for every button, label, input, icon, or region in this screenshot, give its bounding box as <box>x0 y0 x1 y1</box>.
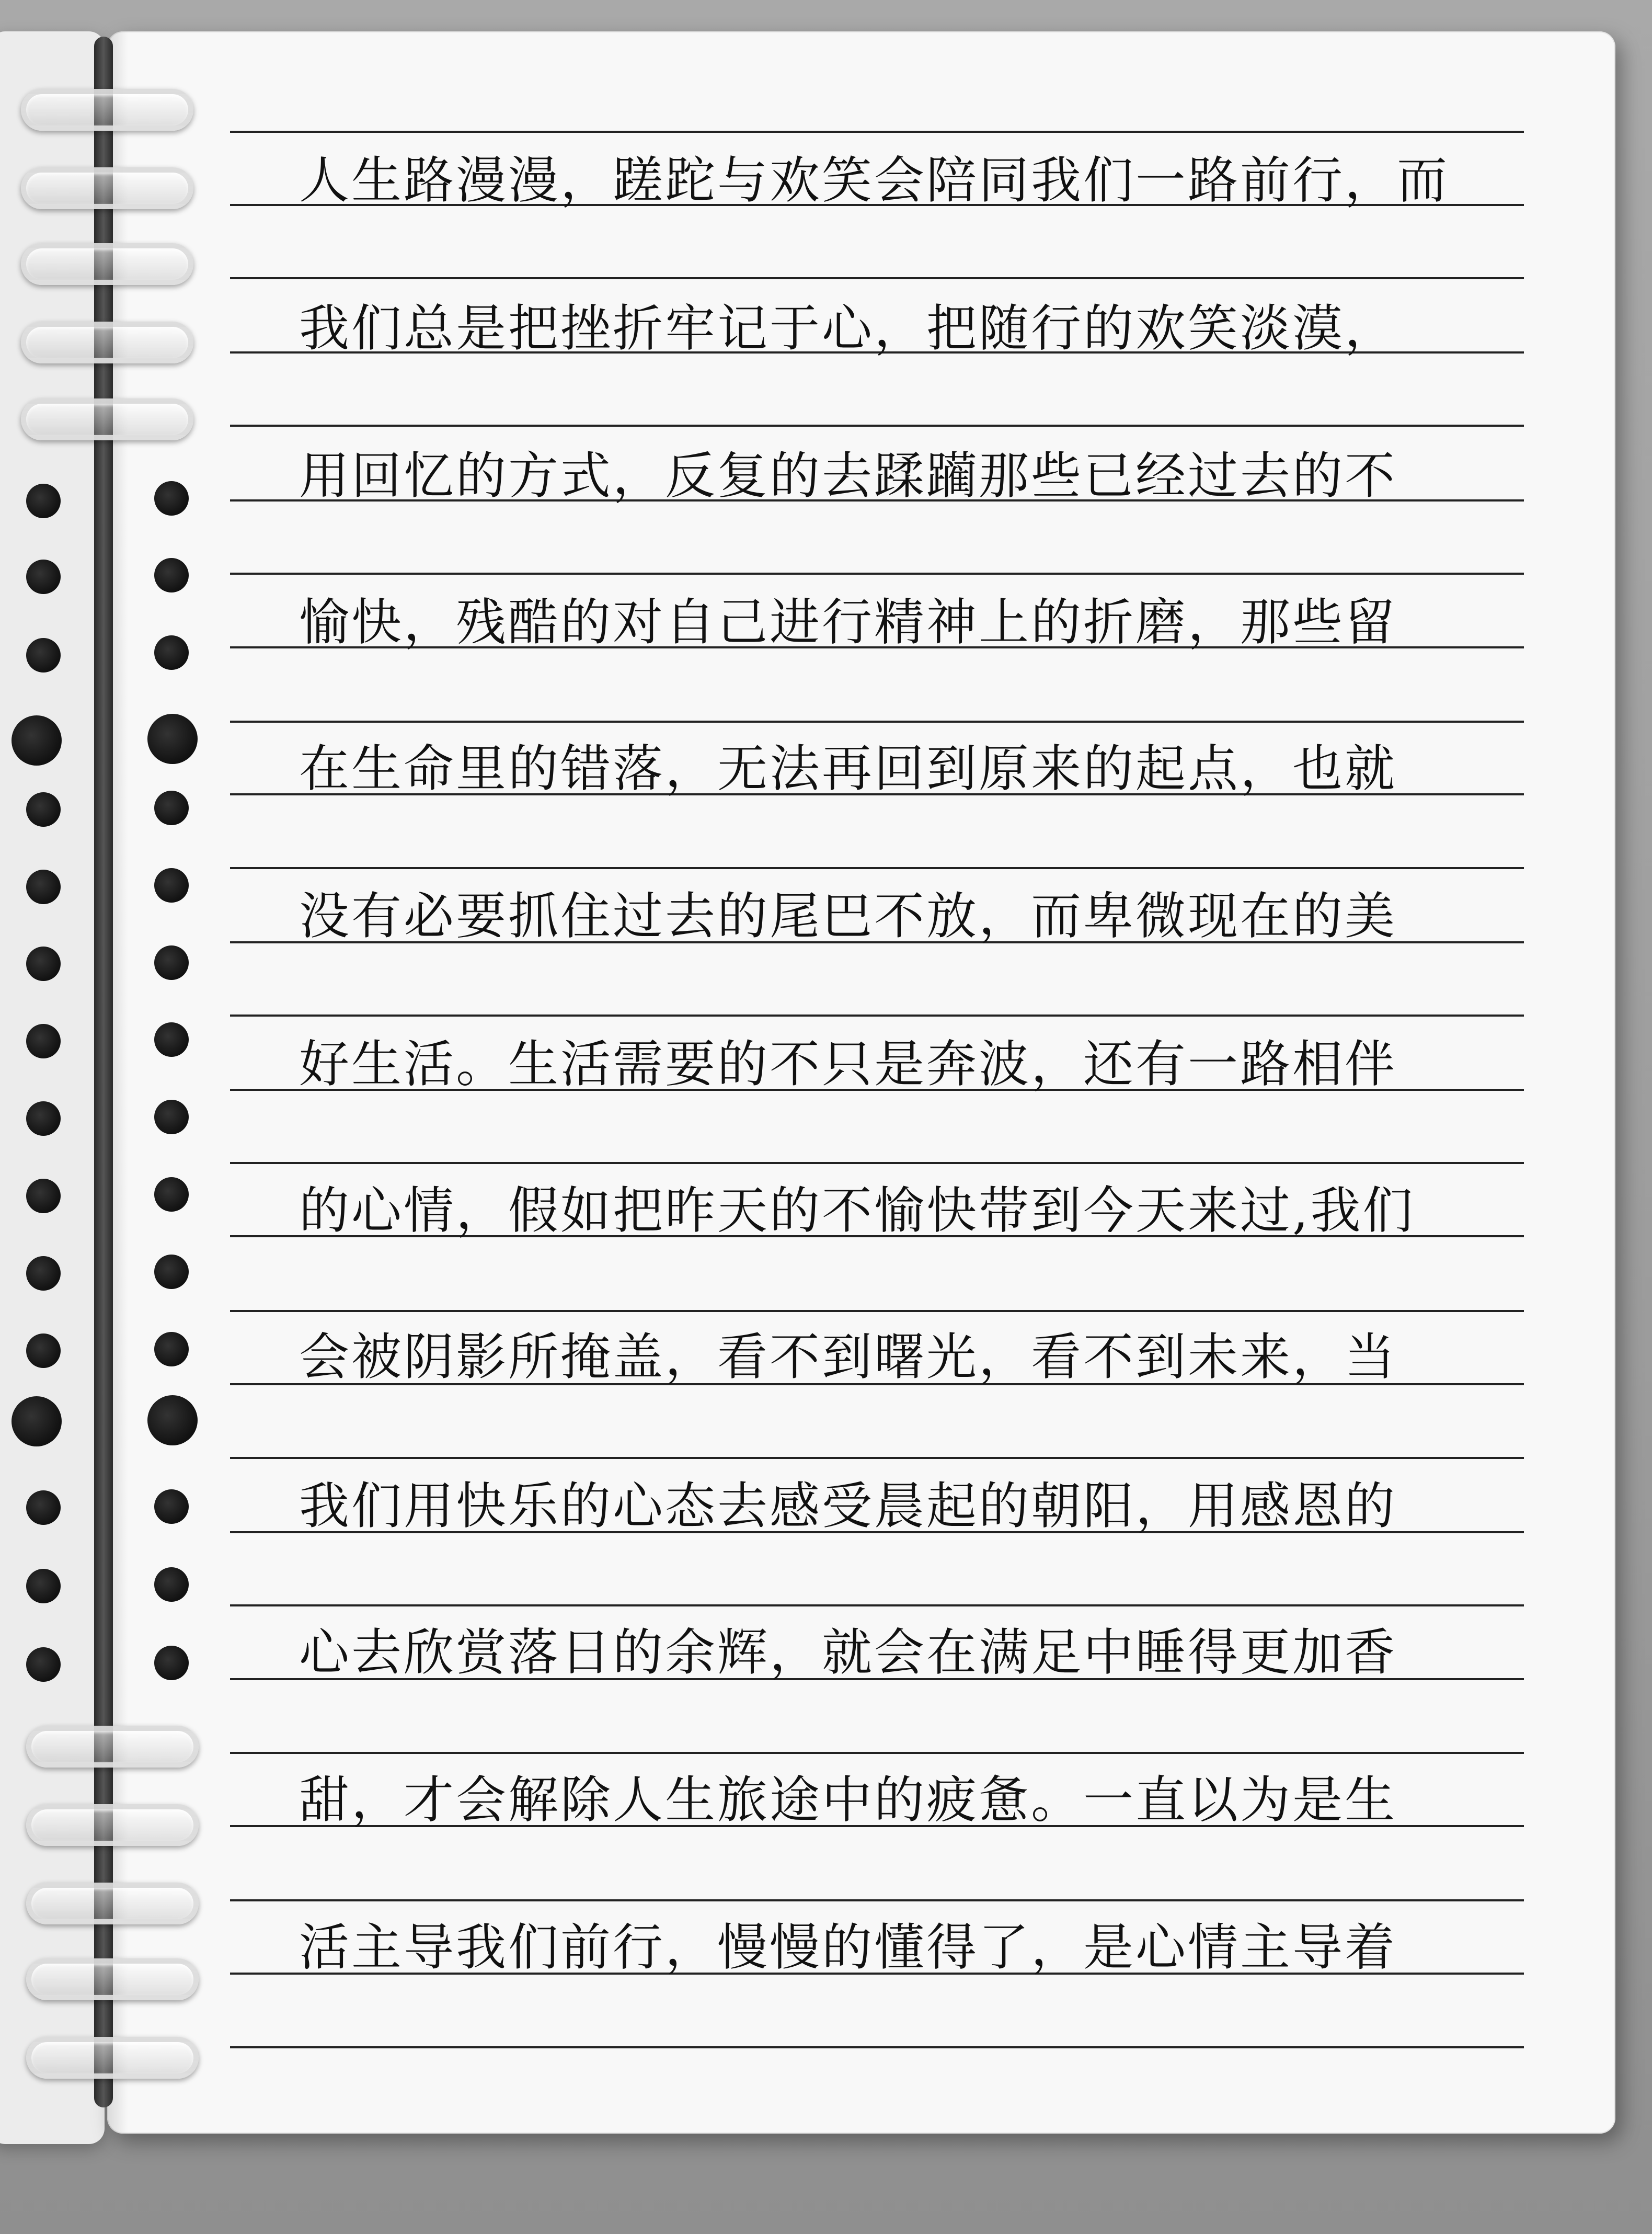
ruled-line <box>230 867 1524 869</box>
binding-hole <box>26 1490 61 1525</box>
binding-hole <box>154 1100 189 1134</box>
binding-hole <box>154 481 189 516</box>
ruled-line <box>230 2046 1524 2048</box>
binding-hole <box>154 1022 189 1057</box>
ruled-line <box>230 131 1524 133</box>
binding-hole <box>12 1396 62 1446</box>
binding-ring <box>21 322 193 363</box>
binding-hole <box>147 1395 198 1445</box>
ruled-line <box>230 1015 1524 1017</box>
binding-hole <box>26 947 61 981</box>
ruled-line <box>230 721 1524 723</box>
handwritten-line: 甜，才会解除人生旅途中的疲惫。一直以为是生 <box>299 1771 1397 1829</box>
binding-hole <box>26 638 61 673</box>
binding-ring <box>26 1726 199 1768</box>
binding-ring <box>21 167 193 209</box>
handwritten-line: 好生活。生活需要的不只是奔波，还有一路相伴 <box>299 1035 1397 1093</box>
binding-ring <box>26 1958 199 2000</box>
binding-hole <box>26 560 61 594</box>
handwritten-line: 活主导我们前行，慢慢的懂得了，是心情主导着 <box>299 1918 1397 1977</box>
handwritten-line: 的心情，假如把昨天的不愉快带到今天来过,我们 <box>299 1181 1415 1240</box>
binding-hole <box>12 715 62 766</box>
ruled-line <box>230 1457 1524 1459</box>
binding-hole <box>154 1177 189 1212</box>
binding-hole <box>154 635 189 670</box>
binding-hole <box>26 1333 61 1368</box>
binding-ring <box>26 2037 199 2079</box>
ruled-line <box>230 573 1524 575</box>
binding-hole <box>154 1332 189 1366</box>
ruled-line <box>230 425 1524 427</box>
handwritten-line: 愉快，残酷的对自己进行精神上的折磨，那些留 <box>299 593 1397 652</box>
binding-hole <box>26 1569 61 1603</box>
binding-hole <box>154 558 189 592</box>
binding-ring <box>21 243 193 285</box>
ruled-line <box>230 1310 1524 1312</box>
handwritten-line: 人生路漫漫，蹉跎与欢笑会陪同我们一路前行，而 <box>299 151 1449 210</box>
binding-hole <box>147 714 198 764</box>
ruled-line <box>230 1752 1524 1754</box>
binding-hole <box>154 791 189 825</box>
binding-ring <box>21 398 193 440</box>
ruled-line <box>230 1162 1524 1164</box>
binding-hole <box>26 1101 61 1136</box>
handwritten-line: 我们用快乐的心态去感受晨起的朝阳，用感恩的 <box>299 1477 1397 1535</box>
handwritten-line: 心去欣赏落日的余辉，就会在满足中睡得更加香 <box>299 1623 1397 1682</box>
ruled-line <box>230 1604 1524 1606</box>
binding-ring <box>26 1883 199 1924</box>
binding-hole <box>154 945 189 980</box>
ruled-line <box>230 1899 1524 1901</box>
binding-hole <box>26 870 61 904</box>
binding-hole <box>154 1646 189 1680</box>
binding-hole <box>154 1255 189 1289</box>
binding-hole <box>26 792 61 827</box>
binding-hole <box>154 868 189 903</box>
ruled-line <box>230 277 1524 279</box>
handwritten-line: 没有必要抓住过去的尾巴不放，而卑微现在的美 <box>299 887 1397 945</box>
binding-hole <box>26 1647 61 1682</box>
handwritten-line: 在生命里的错落，无法再回到原来的起点，也就 <box>299 739 1397 798</box>
handwritten-line: 会被阴影所掩盖，看不到曙光，看不到未来，当 <box>299 1328 1397 1386</box>
binding-ring <box>26 1804 199 1846</box>
binding-hole <box>26 1024 61 1058</box>
handwritten-line: 我们总是把挫折牢记于心，把随行的欢笑淡漠， <box>299 299 1397 358</box>
binding-hole <box>154 1489 189 1524</box>
handwritten-line: 用回忆的方式，反复的去蹂躏那些已经过去的不 <box>299 447 1397 505</box>
binding-hole <box>26 484 61 518</box>
binding-hole <box>26 1256 61 1291</box>
binding-hole <box>154 1567 189 1602</box>
binding-ring <box>21 89 193 131</box>
binding-hole <box>26 1179 61 1213</box>
